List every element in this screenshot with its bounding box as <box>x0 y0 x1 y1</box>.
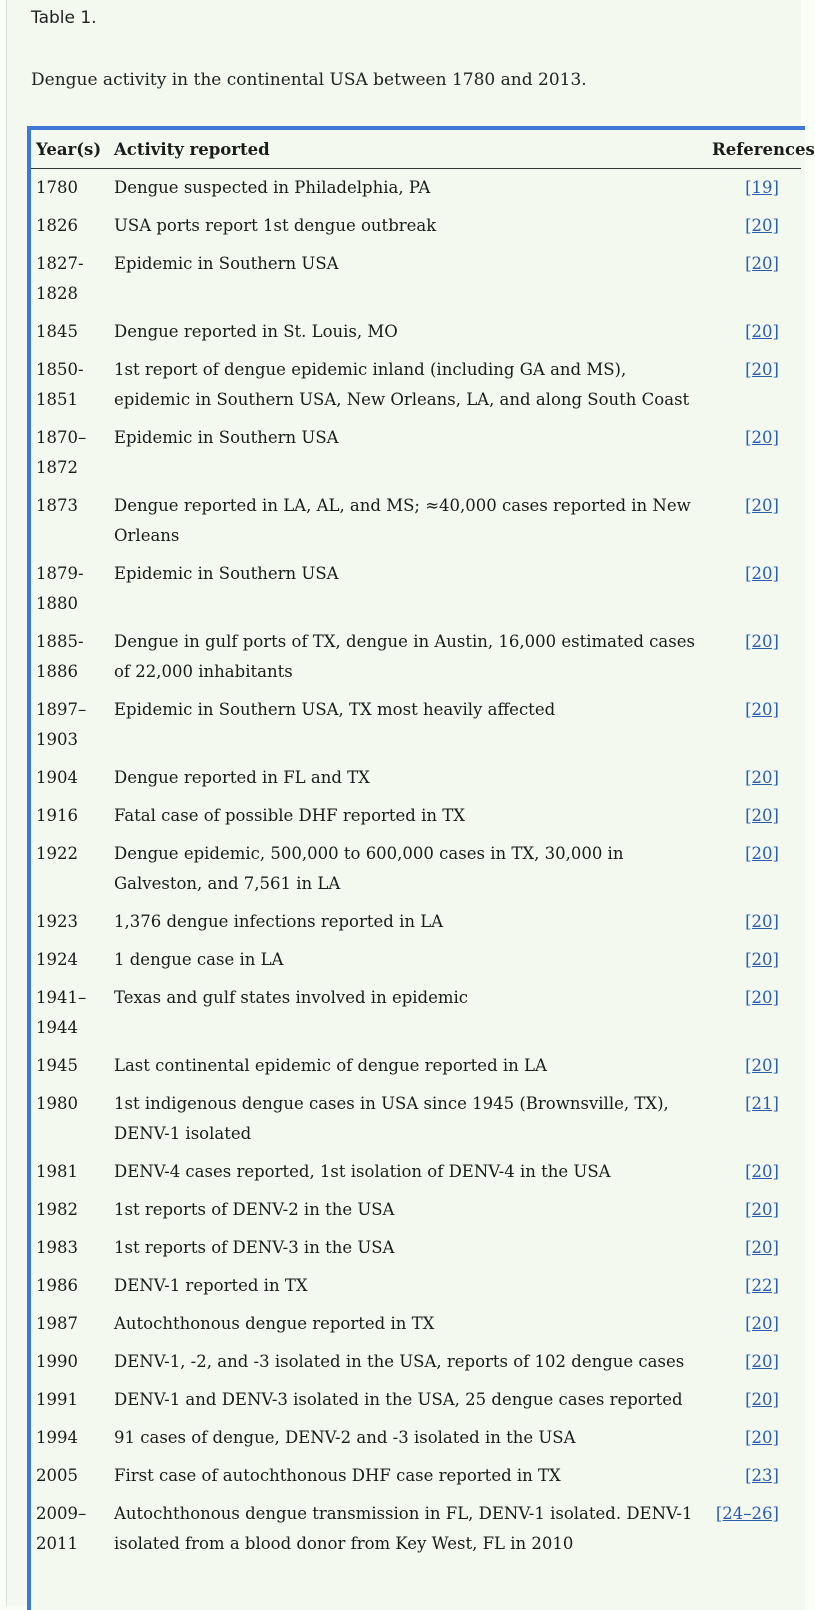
row-activity: Autochthonous dengue reported in TX <box>114 1314 435 1333</box>
reference-link[interactable]: [19] <box>745 178 779 197</box>
table-row <box>31 1085 801 1153</box>
row-activity: Fatal case of possible DHF reported in TX <box>114 806 466 825</box>
row-reference-cell <box>707 313 801 351</box>
row-reference-cell <box>707 1305 801 1343</box>
row-reference-cell <box>707 797 801 835</box>
reference-link[interactable]: [20] <box>745 1238 779 1257</box>
row-year: 1845 <box>36 322 78 341</box>
row-activity: Autochthonous dengue transmission in FL, DENV-1 isolated. DENV-1 isolated from a blood donor from Key West, FL in 2010 <box>114 1504 693 1553</box>
row-year: 1904 <box>36 768 78 787</box>
row-reference-cell <box>707 1495 801 1563</box>
reference-link[interactable]: [20] <box>745 564 779 583</box>
table-row <box>31 1153 801 1191</box>
reference-link[interactable]: [20] <box>745 1390 779 1409</box>
row-year: 1870– 1872 <box>36 428 87 477</box>
table-row <box>31 1381 801 1419</box>
table-row <box>31 941 801 979</box>
table-row <box>31 1457 801 1495</box>
row-reference-cell <box>707 1085 801 1153</box>
row-year: 1980 <box>36 1094 78 1113</box>
reference-link[interactable]: [20] <box>745 322 779 341</box>
row-reference-cell <box>707 1047 801 1085</box>
reference-link[interactable]: [22] <box>745 1276 779 1295</box>
row-reference-cell <box>707 555 801 623</box>
row-year: 1994 <box>36 1428 78 1447</box>
row-year: 1879- 1880 <box>36 564 84 613</box>
row-year: 1991 <box>36 1390 78 1409</box>
row-year: 1924 <box>36 950 78 969</box>
row-reference-cell <box>707 1381 801 1419</box>
row-year: 1983 <box>36 1238 78 1257</box>
reference-link[interactable]: [20] <box>745 1352 779 1371</box>
row-activity: 1 dengue case in LA <box>114 950 284 969</box>
header-year: Year(s) <box>31 130 109 169</box>
row-reference-cell <box>707 1191 801 1229</box>
table-row <box>31 313 801 351</box>
row-reference-cell <box>707 835 801 903</box>
table-row <box>31 1419 801 1457</box>
row-year: 1885- 1886 <box>36 632 84 681</box>
table-row <box>31 1047 801 1085</box>
row-reference-cell <box>707 941 801 979</box>
table-row <box>31 351 801 419</box>
reference-link[interactable]: [20] <box>745 216 779 235</box>
row-reference-cell <box>707 487 801 555</box>
row-reference-cell <box>707 979 801 1047</box>
table-row <box>31 1495 801 1563</box>
row-activity: 1st reports of DENV-3 in the USA <box>114 1238 395 1257</box>
reference-link[interactable]: [20] <box>745 1428 779 1447</box>
row-year: 1922 <box>36 844 78 863</box>
row-year: 1986 <box>36 1276 78 1295</box>
row-activity: Epidemic in Southern USA <box>114 254 339 273</box>
table-row <box>31 1343 801 1381</box>
reference-link[interactable]: [20] <box>745 806 779 825</box>
reference-link[interactable]: [20] <box>745 950 779 969</box>
row-reference-cell <box>707 1153 801 1191</box>
row-activity: 91 cases of dengue, DENV-2 and -3 isolated in the USA <box>114 1428 576 1447</box>
row-reference-cell <box>707 207 801 245</box>
table-body <box>31 169 801 1564</box>
row-activity: 1st reports of DENV-2 in the USA <box>114 1200 395 1219</box>
row-year: 2005 <box>36 1466 78 1485</box>
row-activity: Dengue reported in LA, AL, and MS; ≈40,000 cases reported in New Orleans <box>114 496 691 545</box>
row-activity: DENV-1 reported in TX <box>114 1276 308 1295</box>
row-reference-cell <box>707 691 801 759</box>
reference-link[interactable]: [20] <box>745 360 779 379</box>
table-row <box>31 1305 801 1343</box>
row-activity: USA ports report 1st dengue outbreak <box>114 216 437 235</box>
row-activity: Epidemic in Southern USA <box>114 564 339 583</box>
reference-link[interactable]: [20] <box>745 254 779 273</box>
row-year: 2009– 2011 <box>36 1504 87 1553</box>
reference-link[interactable]: [20] <box>745 988 779 1007</box>
row-activity: 1st report of dengue epidemic inland (including GA and MS), epidemic in Southern USA, New Orleans, LA, and along South Coast <box>114 360 690 409</box>
table-row <box>31 903 801 941</box>
reference-link[interactable]: [20] <box>745 1056 779 1075</box>
reference-link[interactable]: [24–26] <box>715 1504 779 1523</box>
row-year: 1990 <box>36 1352 78 1371</box>
reference-link[interactable]: [20] <box>745 1162 779 1181</box>
reference-link[interactable]: [20] <box>745 428 779 447</box>
reference-link[interactable]: [20] <box>745 632 779 651</box>
row-activity: DENV-4 cases reported, 1st isolation of DENV-4 in the USA <box>114 1162 611 1181</box>
reference-link[interactable]: [20] <box>745 496 779 515</box>
row-activity: 1st indigenous dengue cases in USA since 1945 (Brownsville, TX), DENV-1 isolated <box>114 1094 669 1143</box>
row-reference-cell <box>707 903 801 941</box>
row-reference-cell <box>707 623 801 691</box>
row-activity: Dengue reported in St. Louis, MO <box>114 322 398 341</box>
table-row <box>31 169 801 208</box>
row-year: 1827- 1828 <box>36 254 84 303</box>
article-page <box>6 0 815 1606</box>
table-label: Table 1. <box>31 8 97 28</box>
table-row <box>31 691 801 759</box>
row-activity: Dengue reported in FL and TX <box>114 768 370 787</box>
row-reference-cell <box>707 1267 801 1305</box>
table-caption: Dengue activity in the continental USA between 1780 and 2013. <box>31 70 587 90</box>
reference-link[interactable]: [20] <box>745 1200 779 1219</box>
table-row <box>31 759 801 797</box>
row-reference-cell <box>707 245 801 313</box>
table-row <box>31 487 801 555</box>
row-year: 1826 <box>36 216 78 235</box>
row-activity: Epidemic in Southern USA <box>114 428 339 447</box>
table-row <box>31 797 801 835</box>
row-year: 1941– 1944 <box>36 988 87 1037</box>
reference-link[interactable]: [20] <box>745 844 779 863</box>
row-reference-cell <box>707 1457 801 1495</box>
table-row <box>31 245 801 313</box>
table-row <box>31 979 801 1047</box>
row-year: 1873 <box>36 496 78 515</box>
reference-link[interactable]: [20] <box>745 768 779 787</box>
row-activity: DENV-1, -2, and -3 isolated in the USA, reports of 102 dengue cases <box>114 1352 685 1371</box>
row-activity: Texas and gulf states involved in epidemic <box>114 988 469 1007</box>
row-year: 1780 <box>36 178 78 197</box>
row-year: 1850- 1851 <box>36 360 84 409</box>
row-activity: Epidemic in Southern USA, TX most heavily affected <box>114 700 556 719</box>
row-activity: Dengue in gulf ports of TX, dengue in Austin, 16,000 estimated cases of 22,000 inhabitants <box>114 632 695 681</box>
header-references: References <box>707 130 801 169</box>
table-row <box>31 1191 801 1229</box>
reference-link[interactable]: [20] <box>745 1314 779 1333</box>
table-row <box>31 555 801 623</box>
table-row <box>31 835 801 903</box>
row-year: 1945 <box>36 1056 78 1075</box>
reference-link[interactable]: [21] <box>745 1094 779 1113</box>
row-activity: DENV-1 and DENV-3 isolated in the USA, 25 dengue cases reported <box>114 1390 683 1409</box>
row-activity: First case of autochthonous DHF case reported in TX <box>114 1466 561 1485</box>
table-header-row <box>31 130 801 169</box>
row-year: 1923 <box>36 912 78 931</box>
table-row <box>31 419 801 487</box>
row-year: 1982 <box>36 1200 78 1219</box>
table-row <box>31 207 801 245</box>
row-year: 1916 <box>36 806 78 825</box>
row-year: 1981 <box>36 1162 78 1181</box>
row-activity: Dengue suspected in Philadelphia, PA <box>114 178 431 197</box>
row-reference-cell <box>707 1343 801 1381</box>
row-reference-cell <box>707 759 801 797</box>
table-row <box>31 1267 801 1305</box>
table-row <box>31 1229 801 1267</box>
row-reference-cell <box>707 1229 801 1267</box>
header-activity: Activity reported <box>109 130 707 169</box>
table-row <box>31 623 801 691</box>
dengue-activity-table <box>31 130 815 1563</box>
row-year: 1897– 1903 <box>36 700 87 749</box>
row-reference-cell <box>707 351 801 419</box>
row-reference-cell <box>707 419 801 487</box>
row-activity: Last continental epidemic of dengue reported in LA <box>114 1056 547 1075</box>
table-container[interactable] <box>27 126 815 1610</box>
row-reference-cell <box>707 169 801 208</box>
row-reference-cell <box>707 1419 801 1457</box>
row-year: 1987 <box>36 1314 78 1333</box>
reference-link[interactable]: [23] <box>745 1466 779 1485</box>
reference-link[interactable]: [20] <box>745 912 779 931</box>
reference-link[interactable]: [20] <box>745 700 779 719</box>
row-activity: 1,376 dengue infections reported in LA <box>114 912 444 931</box>
row-activity: Dengue epidemic, 500,000 to 600,000 cases in TX, 30,000 in Galveston, and 7,561 in LA <box>114 844 624 893</box>
